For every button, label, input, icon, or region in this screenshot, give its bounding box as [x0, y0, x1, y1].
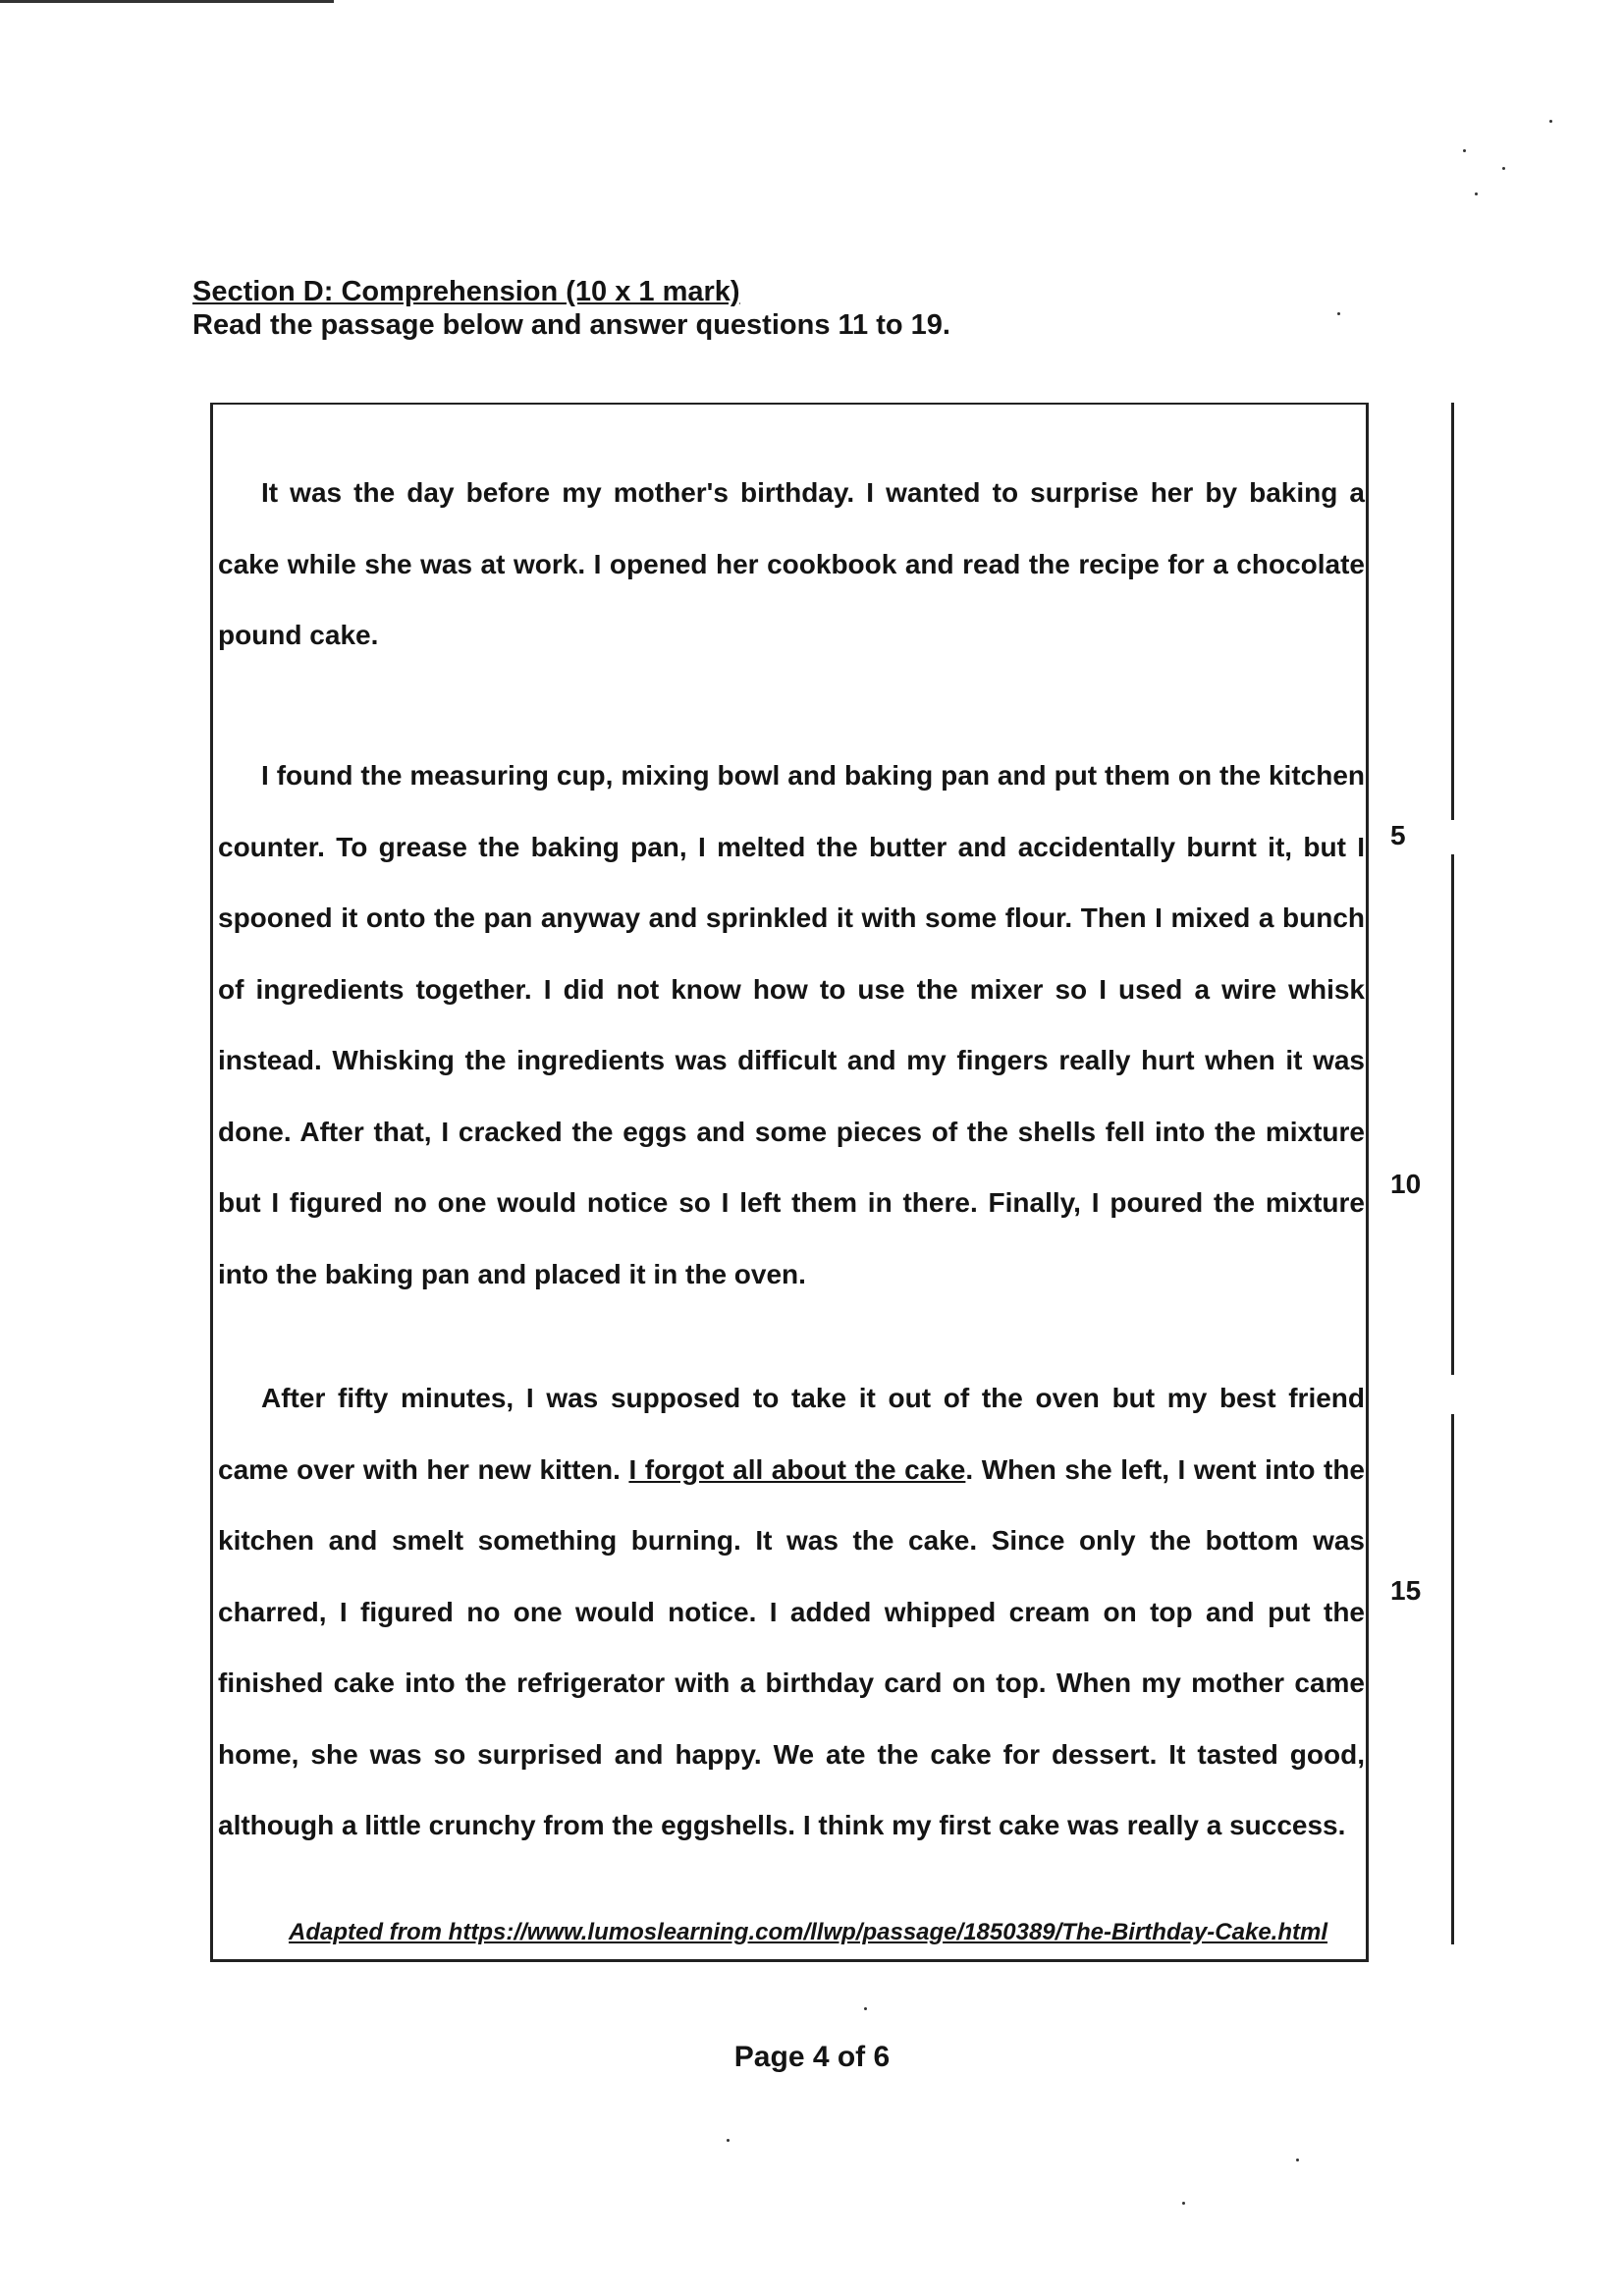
scan-speck: [1502, 167, 1505, 170]
scan-speck: [1296, 2159, 1299, 2161]
passage-paragraph-1: [218, 458, 1365, 672]
passage-paragraph-2: [218, 740, 1365, 1310]
paragraph-3-end: . When she left, I went into the kitchen and smelt something burning. It was the cake. Since only the bottom was charred, I figured no one would notice. I added whipped cream on top and put the finished cake into the refrigerator with a birthday card on top. When my mother came home, she was so surprised and happy. We ate the cake for dessert. It tasted good, although a little crunchy from the eggshells. I think my first cake was really a success.: [218, 1453, 1365, 1840]
underlined-phrase: I forgot all about the cake: [628, 1453, 966, 1485]
margin-border: [1451, 1414, 1454, 1944]
source-citation: Adapted from https://www.lumoslearning.com/llwp/passage/1850389/The-Birthday-Cake.html: [289, 1919, 1328, 1945]
paragraph-1-text: It was the day before my mother's birthday. I wanted to surprise her by baking a cake while she was at work. I opened her cookbook and read the recipe for a chocolate pound cake.: [218, 477, 1365, 650]
scan-speck: [1475, 192, 1478, 195]
scan-speck: [1549, 120, 1552, 123]
paragraph-3-text: [218, 1363, 1365, 1862]
scan-speck: [1463, 149, 1466, 152]
page-number: Page 4 of 6: [733, 2041, 891, 2073]
scan-speck: [1337, 312, 1340, 315]
line-number-5: 5: [1390, 820, 1406, 850]
line-number-15: 15: [1390, 1575, 1422, 1606]
scan-speck: [864, 2007, 867, 2010]
margin-border: [1451, 854, 1454, 1375]
paragraph-3-start: After fifty minutes, I was supposed to take it out of the oven but my best friend came over with her new kitten.: [218, 1383, 1365, 1485]
scan-speck: [1182, 2202, 1185, 2205]
paragraph-2-text: I found the measuring cup, mixing bowl and baking pan and put them on the kitchen counter. To grease the baking pan, I melted the butter and accidentally burnt it, but I spooned it onto the pan anyway and sprinkled it with some flour. Then I mixed a bunch of ingredients together. I did not know how to use the mixer so I used a wire whisk instead. Whisking the ingredients was difficult and my fingers really hurt when it was done. After that, I cracked the eggs and some pieces of the shells fell into the mixture but I figured no one would notice so I left them in there. Finally, I poured the mixture into the baking pan and placed it in the oven.: [218, 760, 1365, 1289]
section-header: [192, 275, 1371, 342]
passage-paragraph-3: [218, 1363, 1365, 1862]
section-instruction: Read the passage below and answer questions 11 to 19.: [192, 309, 950, 341]
top-rule: [0, 0, 334, 3]
scan-speck: [727, 2139, 730, 2142]
section-title: Section D: Comprehension (10 x 1 mark): [192, 276, 740, 307]
margin-border: [1451, 403, 1454, 820]
line-number-10: 10: [1390, 1169, 1422, 1199]
